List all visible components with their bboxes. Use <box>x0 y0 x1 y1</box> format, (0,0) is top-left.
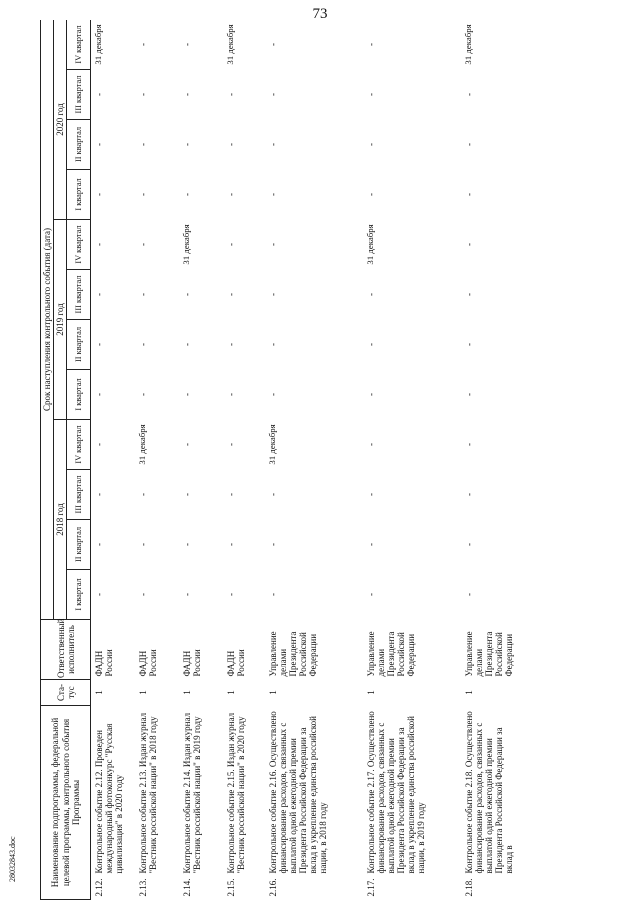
date-cell: - <box>225 192 236 196</box>
date-cell: - <box>225 292 236 296</box>
date-cell: - <box>137 542 148 546</box>
date-cell: - <box>181 92 192 96</box>
event-status: 1 <box>225 690 236 695</box>
row-number: 2.17. <box>365 878 376 897</box>
event-name: Контрольное событие 2.13. Издан журнал "Вестник российской нации" в 2018 году <box>137 712 158 874</box>
event-responsible: Управление делами Президента Российской Федерации <box>365 631 416 677</box>
header-status: Ста-тус <box>41 679 91 705</box>
date-cell: - <box>267 92 278 96</box>
date-cell: 31 декабря <box>180 224 191 265</box>
date-cell: 31 декабря <box>136 424 147 465</box>
date-cell: - <box>365 492 376 496</box>
date-cell: - <box>94 242 105 246</box>
date-cell: - <box>137 92 148 96</box>
header-quarter: II квартал <box>67 119 91 169</box>
event-responsible: ФАДН России <box>181 649 202 677</box>
document-filename: 28032843.doc <box>8 836 17 882</box>
date-cell: - <box>267 592 278 596</box>
date-cell: - <box>137 492 148 496</box>
event-name: Контрольное событие 2.12. Проведен международный фотоконкурс "Русская цивилизация" в 2020 году <box>94 723 125 874</box>
header-quarter: IV квартал <box>67 20 91 69</box>
date-cell: - <box>181 342 192 346</box>
table-row <box>461 20 545 900</box>
date-cell: - <box>365 292 376 296</box>
date-cell: - <box>267 42 278 46</box>
date-cell: - <box>225 142 236 146</box>
date-cell: - <box>94 542 105 546</box>
header-quarter: II квартал <box>67 519 91 569</box>
header-year-2019: 2019 год <box>54 219 67 419</box>
event-responsible: ФАДН России <box>137 649 158 677</box>
date-cell: - <box>94 592 105 596</box>
date-cell: - <box>225 442 236 446</box>
event-status: 1 <box>181 690 192 695</box>
date-cell: - <box>181 292 192 296</box>
date-cell: - <box>181 392 192 396</box>
date-cell: - <box>267 392 278 396</box>
date-cell: - <box>181 42 192 46</box>
date-cell: - <box>181 442 192 446</box>
row-number: 2.13. <box>137 878 148 897</box>
date-cell: - <box>137 192 148 196</box>
rotated-table-area <box>40 20 620 900</box>
event-name: Контрольное событие 2.15. Издан журнал "Вестник российской нации" в 2020 году <box>225 712 246 874</box>
date-cell: 31 декабря <box>224 24 235 65</box>
date-cell: - <box>463 492 474 496</box>
event-status: 1 <box>463 690 474 695</box>
date-cell: - <box>463 392 474 396</box>
row-number: 2.16. <box>267 878 278 897</box>
date-cell: - <box>463 292 474 296</box>
row-number: 2.15. <box>225 878 236 897</box>
header-quarter: III квартал <box>67 469 91 519</box>
date-cell: - <box>267 342 278 346</box>
date-cell: - <box>137 392 148 396</box>
date-cell: - <box>181 142 192 146</box>
date-cell: - <box>463 242 474 246</box>
date-cell: - <box>225 242 236 246</box>
event-status: 1 <box>267 690 278 695</box>
date-cell: 31 декабря <box>266 424 277 465</box>
date-cell: - <box>365 42 376 46</box>
header-quarter: IV квартал <box>67 219 91 269</box>
header-quarter: III квартал <box>67 69 91 119</box>
header-quarter: II квартал <box>67 319 91 369</box>
event-name: Контрольное событие 2.14. Издан журнал "Вестник российской нации" в 2019 году <box>181 712 202 874</box>
date-cell: - <box>365 592 376 596</box>
date-cell: - <box>365 542 376 546</box>
page-number: 73 <box>312 6 328 22</box>
date-cell: - <box>94 292 105 296</box>
header-quarter: IV квартал <box>67 419 91 469</box>
date-cell: - <box>463 542 474 546</box>
date-cell: - <box>463 592 474 596</box>
event-name: Контрольное событие 2.17. Осуществлено финансирование расходов, связанных с выплатой одной ежегодной премии Президента Российской Федерации за вклад в укрепление единства российской нации, в 2019 году <box>365 711 427 874</box>
date-cell: - <box>94 442 105 446</box>
event-name: Контрольное событие 2.18. Осуществлено финансирование расходов, связанных с выплатой одной ежегодной премии Президента Российской Федерации за вклад в <box>463 711 514 874</box>
date-cell: 31 декабря <box>93 24 104 65</box>
event-responsible: ФАДН России <box>225 649 246 677</box>
date-cell: - <box>181 542 192 546</box>
date-cell: - <box>225 592 236 596</box>
control-events-table <box>40 20 545 900</box>
date-cell: - <box>94 92 105 96</box>
event-status: 1 <box>137 690 148 695</box>
header-year-2020: 2020 год <box>54 20 67 219</box>
date-cell: - <box>137 342 148 346</box>
date-cell: - <box>137 592 148 596</box>
date-cell: - <box>267 542 278 546</box>
date-cell: - <box>463 142 474 146</box>
date-cell: - <box>365 142 376 146</box>
date-cell: - <box>267 292 278 296</box>
date-cell: 31 декабря <box>462 24 473 65</box>
date-cell: - <box>267 492 278 496</box>
date-cell: - <box>463 192 474 196</box>
row-number: 2.14. <box>181 878 192 897</box>
table-row <box>223 20 265 900</box>
header-responsible: Ответственный исполнитель <box>41 619 91 679</box>
date-cell: - <box>225 542 236 546</box>
event-status: 1 <box>365 690 376 695</box>
date-cell: - <box>463 342 474 346</box>
date-cell: - <box>94 342 105 346</box>
date-cell: - <box>267 192 278 196</box>
event-responsible: Управление делами Президента Российской Федерации <box>267 631 318 677</box>
header-quarter: I квартал <box>67 169 91 219</box>
header-quarter: III квартал <box>67 269 91 319</box>
control-events-table-rotated <box>40 20 620 900</box>
date-cell: - <box>225 92 236 96</box>
table-row <box>135 20 179 900</box>
row-number: 2.12. <box>94 878 105 897</box>
date-cell: - <box>137 42 148 46</box>
date-cell: - <box>94 492 105 496</box>
date-cell: - <box>94 192 105 196</box>
date-cell: - <box>137 242 148 246</box>
date-cell: - <box>365 192 376 196</box>
table-body <box>91 20 545 900</box>
event-status: 1 <box>94 690 105 695</box>
date-cell: - <box>365 92 376 96</box>
header-deadline: Срок наступления контрольного события (дата) <box>41 20 54 619</box>
date-cell: - <box>365 342 376 346</box>
date-cell: - <box>365 392 376 396</box>
date-cell: - <box>267 242 278 246</box>
header-name: Наименование подпрограммы, федеральной целевой программы, контрольного события Программы <box>41 705 91 899</box>
date-cell: - <box>225 492 236 496</box>
event-responsible: Управление делами Президента Российской Федерации <box>463 631 514 677</box>
date-cell: - <box>181 592 192 596</box>
event-name: Контрольное событие 2.16. Осуществлено финансирование расходов, связанных с выплатой одной ежегодной премии Президента Российской Федерации за вклад в укрепление единства российской нации, в 2018 году <box>267 711 329 874</box>
date-cell: - <box>137 142 148 146</box>
date-cell: 31 декабря <box>364 224 375 265</box>
table-row <box>265 20 363 900</box>
date-cell: - <box>225 392 236 396</box>
date-cell: - <box>225 342 236 346</box>
date-cell: - <box>181 492 192 496</box>
header-year-2018: 2018 год <box>54 419 67 619</box>
table-row <box>363 20 461 900</box>
date-cell: - <box>94 392 105 396</box>
row-number: 2.18. <box>463 878 474 897</box>
table-row <box>91 20 135 900</box>
header-quarter: I квартал <box>67 569 91 619</box>
date-cell: - <box>463 92 474 96</box>
date-cell: - <box>94 142 105 146</box>
date-cell: - <box>181 192 192 196</box>
date-cell: - <box>137 292 148 296</box>
date-cell: - <box>365 442 376 446</box>
table-row <box>179 20 223 900</box>
header-quarter: I квартал <box>67 369 91 419</box>
date-cell: - <box>463 442 474 446</box>
date-cell: - <box>267 142 278 146</box>
event-responsible: ФАДН России <box>94 649 115 677</box>
